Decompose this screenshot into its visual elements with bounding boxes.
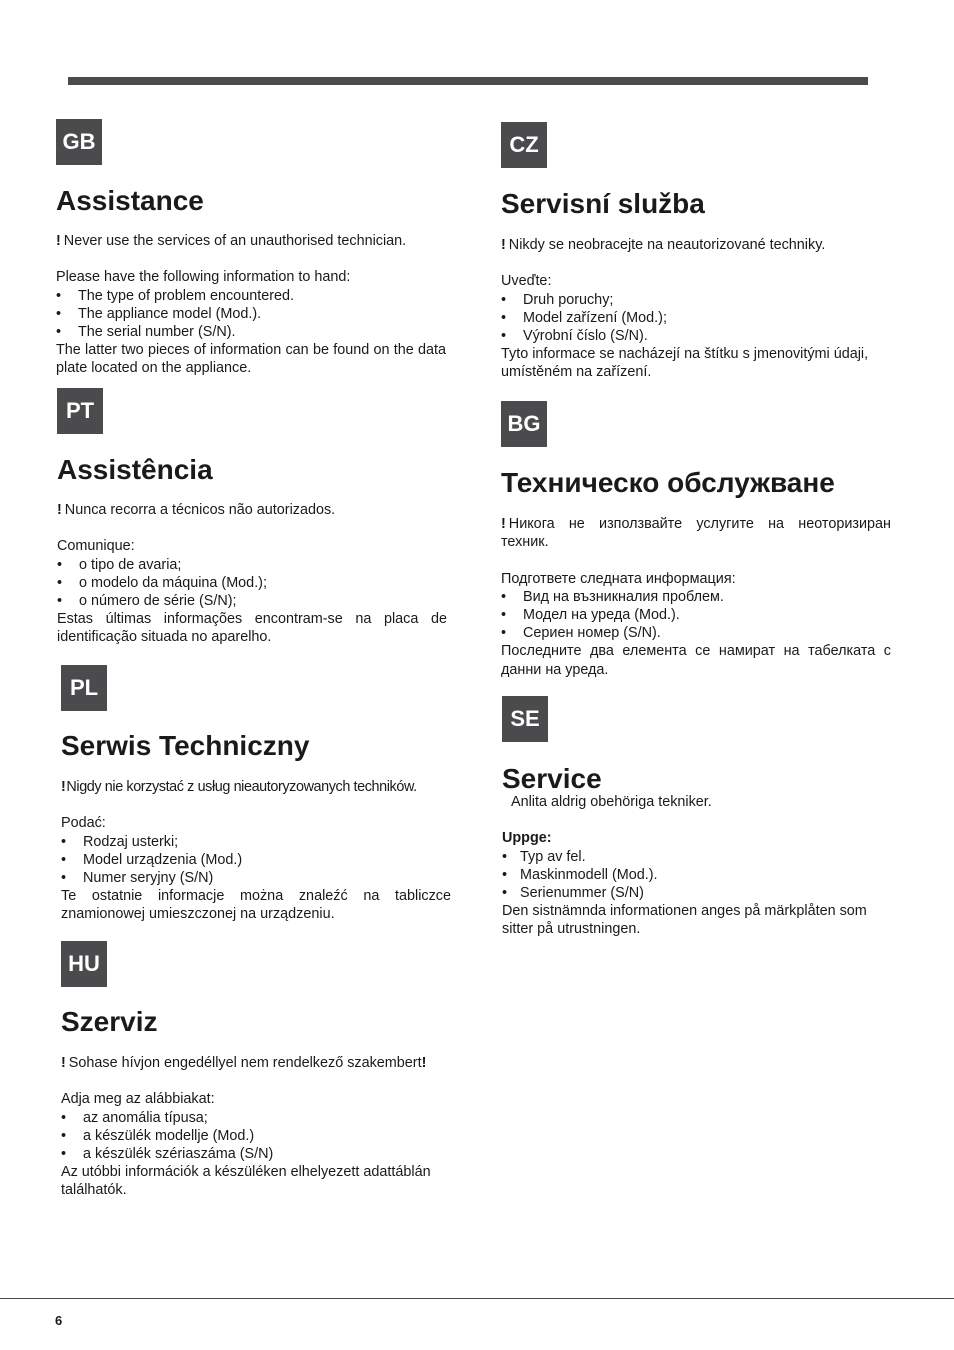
section-body-pl [61, 778, 451, 924]
section-title-bg: Техническо обслужване [501, 467, 835, 498]
info-list [56, 287, 446, 342]
language-badge-cz: CZ [501, 122, 547, 168]
list-item: • Maskinmodell (Mod.). [502, 866, 892, 884]
warning-end-mark: ! [421, 1055, 427, 1071]
intro-text: Uveďte: [501, 273, 552, 290]
section-title-pt: Assistência [57, 454, 213, 485]
warning-text: ! Nunca recorra a técnicos não autorizados. [57, 502, 336, 518]
intro-text: Adja meg az alábbiakat: [61, 1091, 215, 1108]
section-title-pl: Serwis Techniczny [61, 730, 310, 761]
list-item: • Вид на възникналия проблем. [501, 588, 891, 606]
list-item: • o tipo de avaria; [57, 556, 447, 574]
intro-text: Comunique: [57, 538, 135, 555]
warning-text: ! Nikdy se neobracejte na neautorizované techniky. [501, 237, 826, 253]
note-text: Tyto informace se nacházejí na štítku s jmenovitými údaji, umístěném na zařízení. [501, 346, 869, 381]
list-item: • Výrobní číslo (S/N). [501, 327, 891, 345]
warning-mark: ! [61, 1055, 66, 1071]
section-body-cz [501, 236, 891, 382]
note-text: Последните два елемента се намират на табелката с данни на уреда. [501, 643, 891, 678]
list-item: • a készülék modellje (Mod.) [61, 1127, 451, 1145]
warning-text: ! Sohase hívjon engedéllyel nem rendelkező szakembert! [61, 1055, 427, 1071]
section-body-gb [56, 232, 446, 378]
note-text: Te ostatnie informacje można znaleźć na tabliczce znamionowej umieszczonej na urządzeniu. [61, 888, 451, 923]
list-item: • o modelo da máquina (Mod.); [57, 574, 447, 592]
list-item: • Druh poruchy; [501, 291, 891, 309]
section-title-se: Service [502, 763, 602, 794]
top-rule [68, 77, 868, 85]
section-title-hu: Szerviz [61, 1006, 158, 1037]
info-list [61, 1109, 451, 1164]
info-list [61, 833, 451, 888]
bottom-rule [0, 1298, 954, 1299]
warning-text: ! Никога не използвайте услугите на неоторизиран техник. [501, 516, 891, 551]
section-body-pt [57, 501, 447, 647]
language-badge-pt: PT [57, 388, 103, 434]
list-item: • Модел на уреда (Mod.). [501, 606, 891, 624]
note-text: Estas últimas informações encontram-se na placa de identificação situada no aparelho. [57, 611, 447, 646]
section-body-hu [61, 1054, 451, 1200]
info-list [501, 588, 891, 643]
language-badge-bg: BG [501, 401, 547, 447]
info-list [502, 848, 892, 903]
list-item: • az anomália típusa; [61, 1109, 451, 1127]
note-text: Den sistnämnda informationen anges på märkplåten som sitter på utrustningen. [502, 903, 867, 938]
list-item: • The type of problem encountered. [56, 287, 446, 305]
warning-text: Anlita aldrig obehöriga tekniker. [511, 794, 712, 810]
list-item: • a készülék szériaszáma (S/N) [61, 1145, 451, 1163]
section-title-gb: Assistance [56, 185, 204, 216]
warning-mark: ! [56, 233, 61, 249]
list-item: • The serial number (S/N). [56, 323, 446, 341]
list-item: • Numer seryjny (S/N) [61, 869, 451, 887]
page-number: 6 [55, 1313, 63, 1328]
language-badge-se: SE [502, 696, 548, 742]
list-item: • Model zařízení (Mod.); [501, 309, 891, 327]
section-body-bg [501, 515, 891, 679]
language-badge-gb: GB [56, 119, 102, 165]
warning-text: !Nigdy nie korzystać z usług nieautoryzowanych techników. [61, 779, 417, 795]
language-badge-pl: PL [61, 665, 107, 711]
section-body-se [502, 793, 892, 939]
info-list [57, 556, 447, 611]
note-text: Az utóbbi információk a készüléken elhelyezett adattáblán találhatók. [61, 1164, 431, 1199]
warning-mark: ! [57, 502, 62, 518]
list-item: • Serienummer (S/N) [502, 884, 892, 902]
intro-text: Подгответе следната информация: [501, 570, 736, 587]
warning-text: ! Never use the services of an unauthorised technician. [56, 233, 407, 249]
intro-text: Please have the following information to hand: [56, 269, 351, 286]
language-badge-hu: HU [61, 941, 107, 987]
info-list [501, 291, 891, 346]
intro-text: Podać: [61, 815, 106, 832]
list-item: • Сериен номер (S/N). [501, 624, 891, 642]
warning-mark: ! [61, 779, 66, 795]
list-item: • Model urządzenia (Mod.) [61, 851, 451, 869]
list-item: • The appliance model (Mod.). [56, 305, 446, 323]
warning-mark: ! [501, 237, 506, 253]
list-item: • Typ av fel. [502, 848, 892, 866]
warning-mark: ! [501, 516, 506, 532]
list-item: • Rodzaj usterki; [61, 833, 451, 851]
note-text: The latter two pieces of information can be found on the data plate located on the appliance. [56, 342, 446, 377]
section-title-cz: Servisní služba [501, 188, 705, 219]
intro-text: Uppge: [502, 830, 552, 847]
list-item: • o número de série (S/N); [57, 592, 447, 610]
